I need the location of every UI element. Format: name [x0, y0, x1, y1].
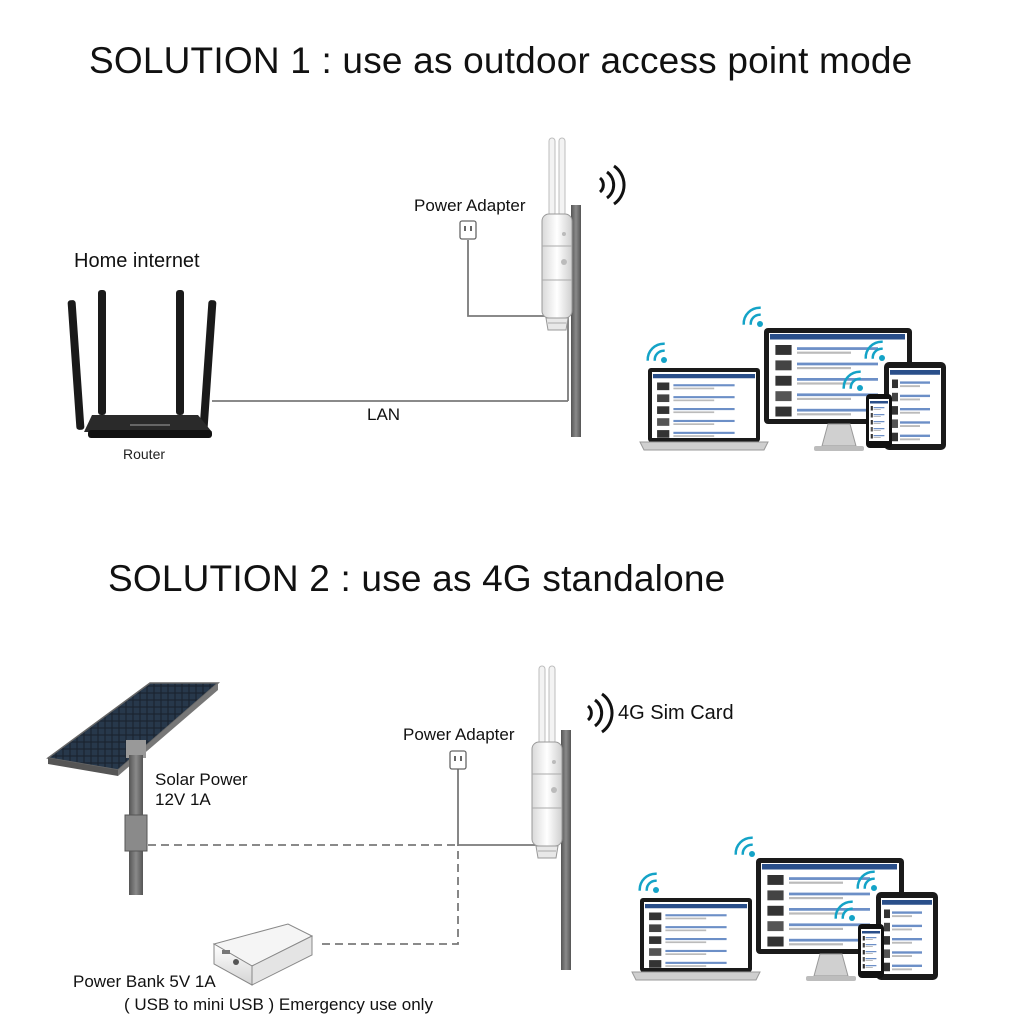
signal-icon — [600, 166, 624, 204]
solar-panel-icon — [48, 683, 218, 895]
solar-power-label: Solar Power — [155, 770, 248, 789]
power-adapter-icon-2 — [450, 751, 466, 769]
power-adapter-label-2: Power Adapter — [403, 725, 515, 744]
solution1-title: SOLUTION 1 : use as outdoor access point mode — [89, 40, 913, 81]
solar-power-spec: 12V 1A — [155, 790, 211, 809]
power-adapter-icon — [460, 221, 476, 239]
power-cable-1 — [468, 240, 552, 316]
outdoor-ap-icon-2 — [532, 666, 562, 858]
router-icon — [67, 290, 216, 438]
power-adapter-label-1: Power Adapter — [414, 196, 526, 215]
devices-group-2 — [632, 834, 938, 981]
power-bank-icon — [214, 924, 312, 985]
outdoor-ap-icon — [542, 138, 572, 330]
signal-icon-2 — [588, 694, 612, 732]
lan-label: LAN — [367, 405, 401, 424]
solution2-title: SOLUTION 2 : use as 4G standalone — [108, 558, 726, 599]
power-bank-cable — [322, 845, 458, 944]
power-bank-label: Power Bank 5V 1A — [73, 972, 216, 991]
sim-card-label: 4G Sim Card — [618, 702, 734, 724]
power-cable-2 — [458, 766, 543, 845]
devices-group — [640, 304, 946, 451]
home-internet-label: Home internet — [74, 250, 200, 272]
power-bank-note: ( USB to mini USB ) Emergency use only — [124, 995, 433, 1014]
router-label: Router — [123, 446, 166, 462]
